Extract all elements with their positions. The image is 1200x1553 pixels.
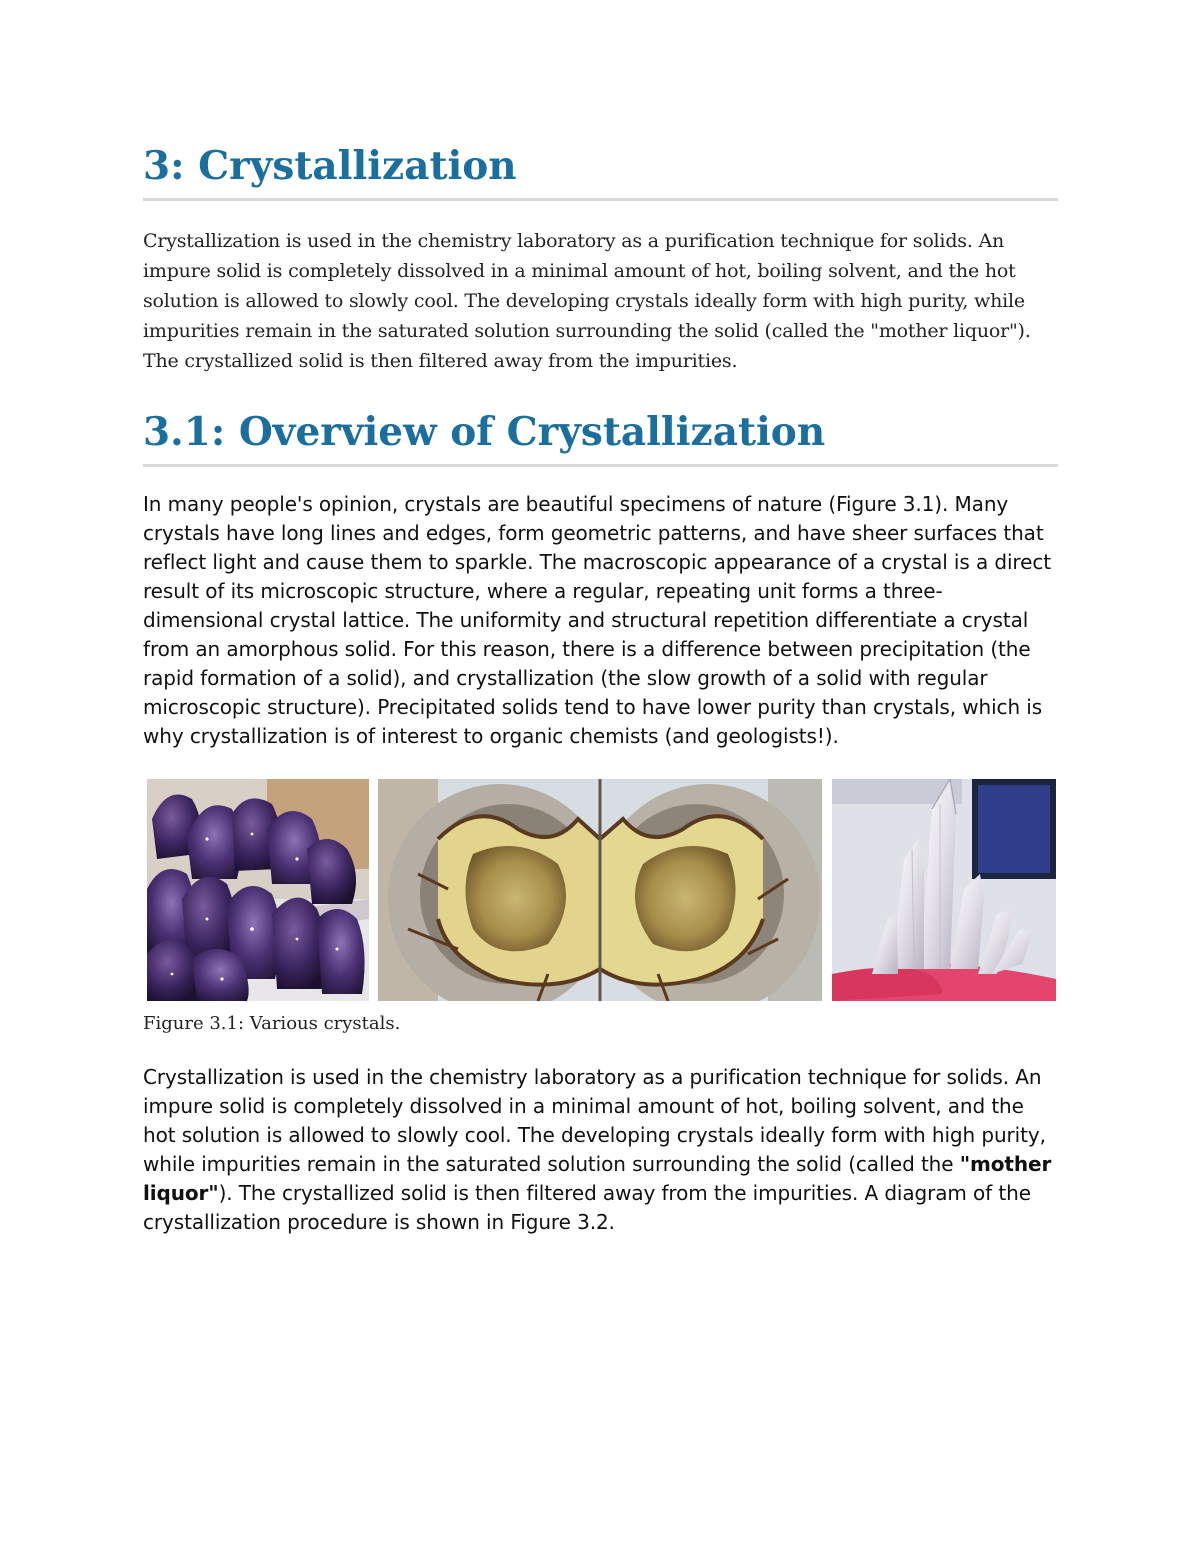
paragraph-text-after: ). The crystallized solid is then filtered away from the impurities. A diagram of the crystallization procedure is shown in Figure 3.2. <box>143 1181 1031 1234</box>
crystallization-paragraph <box>143 1063 1058 1237</box>
document-content <box>143 140 1058 1237</box>
intro-paragraph: Crystallization is used in the chemistry laboratory as a purification technique for solids. An impure solid is completely dissolved in a minimal amount of hot, boiling solvent, and the hot solution is allowed to slowly cool. The developing crystals ideally form with high purity, while impurities remain in the saturated solution surrounding the solid (called the "mother liquor"). The crystallized solid is then filtered away from the impurities. <box>143 230 1031 372</box>
figure-3-1 <box>143 779 1058 1001</box>
mother-liquor-term: "mother liquor" <box>143 1152 1052 1205</box>
subsection-heading: 3.1: Overview of Crystallization <box>143 406 1058 467</box>
geode-photo <box>378 779 822 1001</box>
quartz-photo <box>832 779 1056 1001</box>
overview-paragraph: In many people's opinion, crystals are beautiful specimens of nature (Figure 3.1). Many crystals have long lines and edges, form geometric patterns, and have sheer surfaces that reflect light and cause them to sparkle. The macroscopic appearance of a crystal is a direct result of its microscopic structure, where a regular, repeating unit forms a three-dimensional crystal lattice. The uniformity and structural repetition differentiate a crystal from an amorphous solid. For this reason, there is a difference between precipitation (the rapid formation of a solid), and crystallization (the slow growth of a solid with regular microscopic structure). Precipitated solids tend to have lower purity than crystals, which is why crystallization is of interest to organic chemists (and geologists!). <box>143 492 1051 748</box>
amethyst-photo <box>147 779 369 1001</box>
section-heading: 3: Crystallization <box>143 140 1058 201</box>
figure-caption: Figure 3.1: Various crystals. <box>143 1013 401 1034</box>
paragraph-text-before: Crystallization is used in the chemistry laboratory as a purification technique for solids. An impure solid is completely dissolved in a minimal amount of hot, boiling solvent, and the hot solution is allowed to slowly cool. The developing crystals ideally form with high purity, while impurities remain in the saturated solution surrounding the solid (called the <box>143 1065 1046 1176</box>
